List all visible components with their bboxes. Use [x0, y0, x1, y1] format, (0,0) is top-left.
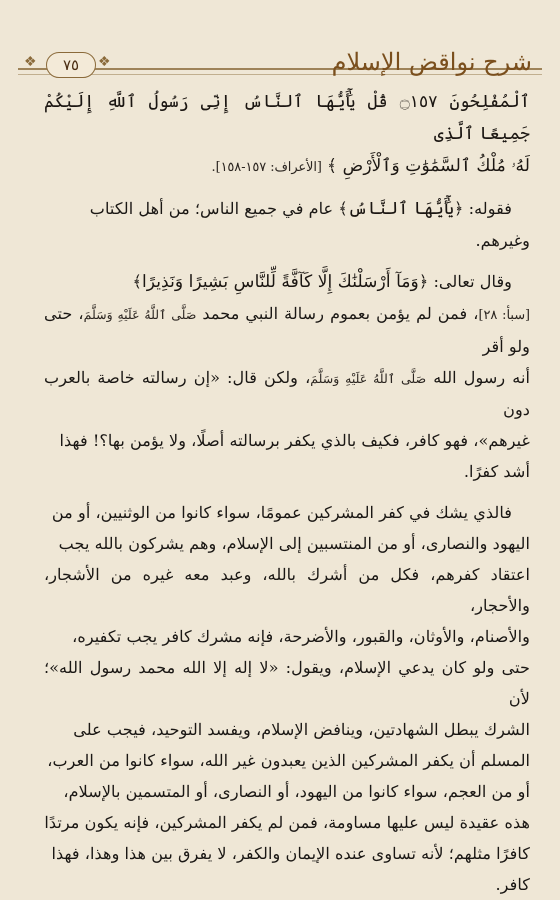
text-run: غيرهم»، فهو كافر، فكيف بالذي يكفر برسالته أصلًا، ولا يؤمن بها؟! فهذا — [59, 431, 530, 450]
text-run: كافرًا مثلهم؛ لأنه تساوى عنده الإيمان والكفر، لا يفرق بين هذا وهذا، فهذا — [51, 844, 530, 863]
paragraph-3-line-3 — [44, 559, 530, 621]
paragraph-2-line-5 — [44, 456, 530, 487]
text-run: كافر. — [495, 875, 530, 894]
paragraph-2-line-2 — [44, 298, 530, 362]
paragraph-2 — [44, 266, 530, 298]
text-run: اليهود والنصارى، أو من المنتسبين إلى الإسلام، وهم يشركون بالله يجب — [58, 534, 530, 553]
text-run: ، ولكن قال: «إن رسالته خاصة بالعرب دون — [44, 368, 530, 419]
text-run: وغيرهم. — [475, 231, 530, 250]
quran-reference: [الأعراف: ١٥٧-١٥٨]. — [211, 160, 322, 175]
quran-text: لَهُۥ مُلْكُ ٱلسَّمَٰوَٰتِ وَٱلْأَرْضِ ﴾ — [327, 156, 530, 176]
paragraph-3-line-5 — [44, 652, 530, 714]
quran-text: ٱلْمُفْلِحُونَ ۝١٥٧ قُلْ يَٰٓأَيُّهَا ٱلنَّاسُ إِنِّى رَسُولُ ٱللَّهِ إِلَيْكُمْ جَمِيعًا ٱلَّذِى — [44, 92, 531, 144]
text-run: أنه رسول الله — [433, 368, 530, 387]
paragraph-1-cont — [44, 225, 530, 256]
paragraph-3-line-6 — [44, 714, 530, 745]
quran-text: وَمَآ أَرْسَلْنَٰكَ إِلَّا كَآفَّةً لِّلنَّاسِ بَشِيرًا وَنَذِيرًا — [142, 272, 419, 292]
ornament-right-icon: ❖ — [98, 54, 111, 70]
quran-text: يَٰٓأَيُّهَا ٱلنَّاسُ — [347, 199, 455, 219]
text-run: ، حتى ولو أقر — [44, 304, 530, 356]
paragraph-3-line-8 — [44, 776, 530, 807]
paragraph-3-line-7 — [44, 745, 530, 776]
text-run: ﴾ عام في جميع الناس؛ من أهل الكتاب — [89, 199, 348, 218]
paragraph-3-line-1 — [44, 497, 530, 528]
text-run: أو من العجم، سواء كانوا من اليهود، أو النصارى، أو المتسمين بالإسلام، — [63, 782, 530, 801]
paragraph-3-line-4 — [44, 621, 530, 652]
honorific: صَلَّى ٱللَّهُ عَلَيْهِ وَسَلَّمَ — [83, 307, 197, 322]
paragraph-2-line-3 — [44, 362, 530, 425]
text-run: هذه عقيدة ليس عليها مساومة، فمن لم يكفر المشركين، فإنه يكون مرتدًا — [44, 813, 530, 832]
text-run: أشد كفرًا. — [463, 462, 530, 481]
text-run: ﴾ — [132, 272, 142, 291]
text-run: الشرك يبطل الشهادتين، وينافض الإسلام، ويفسد التوحيد، فيجب على — [73, 720, 530, 739]
text-run: فقوله: ﴿ — [454, 199, 512, 218]
running-title: شرح نواقض الإسلام — [331, 48, 532, 76]
ornament-left-icon: ❖ — [24, 54, 37, 70]
text-run: وقال تعالى: ﴿ — [418, 272, 512, 291]
page-number: ٧٥ — [62, 56, 80, 74]
text-run: اعتقاد كفرهم، فكل من أشرك بالله، وعبد معه غيره من الأشجار، والأحجار، — [44, 565, 530, 615]
quran-line-2 — [44, 150, 530, 183]
text-run: المسلم أن يكفر المشركين الذين يعبدون غير الله، سواء كانوا من العرب، — [47, 751, 530, 770]
page-header — [18, 44, 542, 84]
paragraph-2-line-4 — [44, 425, 530, 456]
page-content — [44, 86, 530, 900]
honorific: صَلَّى ٱللَّهُ عَلَيْهِ وَسَلَّمَ — [310, 371, 427, 386]
text-run: فالذي يشك في كفر المشركين عمومًا، سواء كانوا من الوثنيين، أو من — [51, 503, 512, 522]
page-number-badge — [46, 52, 96, 78]
paragraph-3-line-2 — [44, 528, 530, 559]
paragraph-3-line-10 — [44, 838, 530, 869]
quran-reference: [سبأ: ٢٨] — [478, 308, 530, 323]
text-run: ، فمن لم يؤمن بعموم رسالة النبي محمد — [202, 304, 479, 323]
text-run: والأصنام، والأوثان، والقبور، والأضرحة، فإنه مشرك كافر يجب تكفيره، — [72, 627, 530, 646]
paragraph-3-line-9 — [44, 807, 530, 838]
paragraph-3-line-11 — [44, 869, 530, 900]
paragraph-1 — [44, 193, 530, 225]
quran-line-1 — [44, 86, 530, 150]
text-run: حتى ولو كان يدعي الإسلام، ويقول: «لا إله إلا الله محمد رسول الله»؛ لأن — [44, 658, 530, 708]
